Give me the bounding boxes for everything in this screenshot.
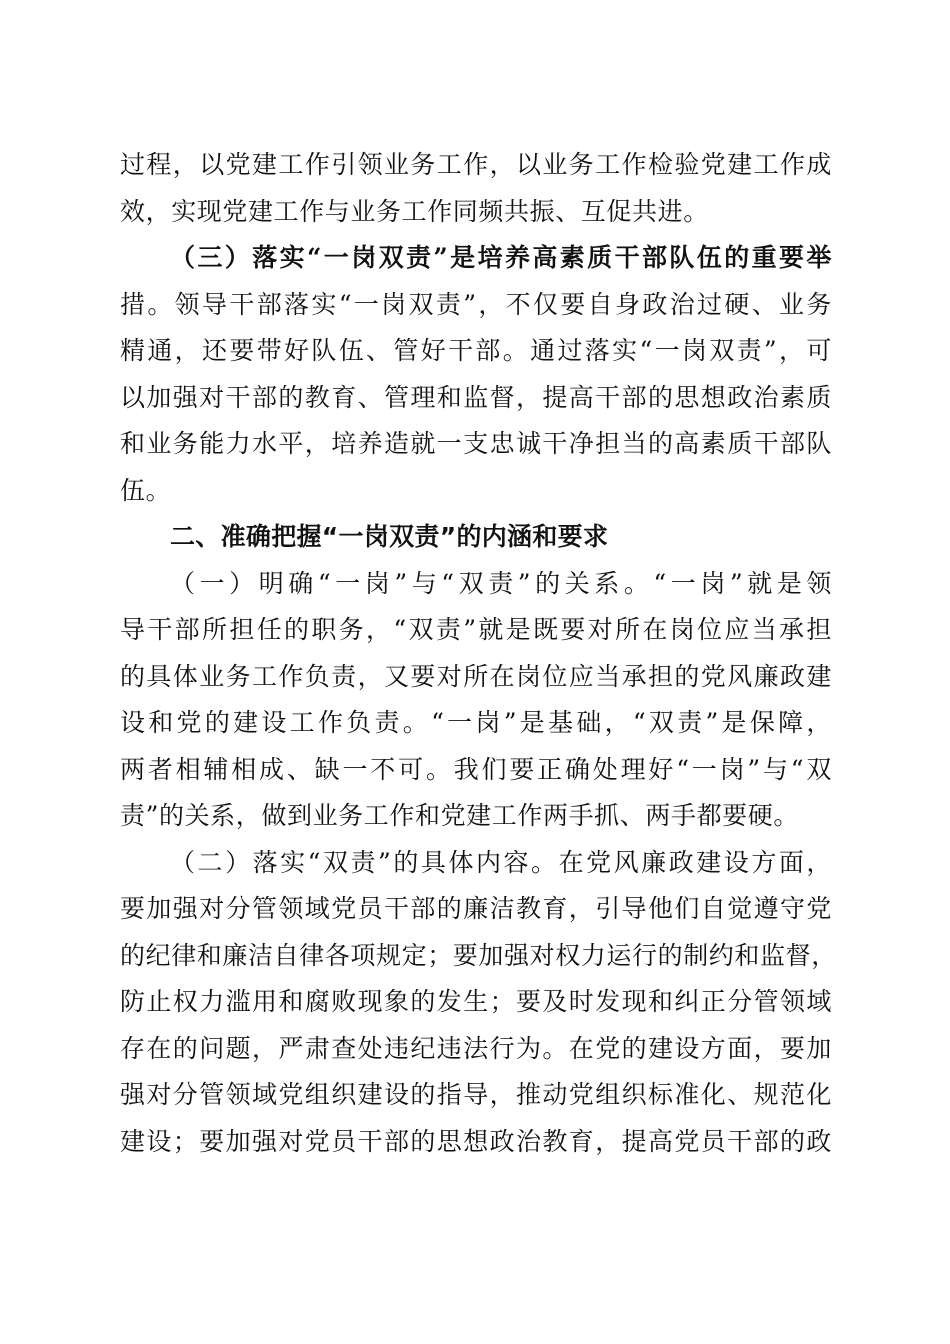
text-line: 效，实现党建工作与业务工作同频共振、互促共进。 bbox=[120, 196, 709, 226]
text-line: 伍。 bbox=[120, 475, 172, 505]
text-line: 设和党的建设工作负责。“一岗”是基础，“双责”是保障， bbox=[120, 708, 832, 737]
text-line: 建设；要加强对党员干部的思想政治教育，提高党员干部的政 bbox=[120, 1126, 832, 1156]
text-line: 强对分管领域党组织建设的指导，推动党组织标准化、规范化 bbox=[120, 1080, 832, 1109]
text-line: 过程，以党建工作引领业务工作，以业务工作检验党建工作成 bbox=[120, 150, 832, 179]
subheading-line: （一）明确“一岗”与“双责”的关系。“一岗”就是领 bbox=[170, 568, 832, 598]
text-line: 责”的关系，做到业务工作和党建工作两手抓、两手都要硬。 bbox=[120, 801, 799, 830]
text-line: 的具体业务工作负责，又要对所在岗位应当承担的党风廉政建 bbox=[120, 661, 832, 691]
section-heading: 二、准确把握“一岗双责”的内涵和要求 bbox=[170, 522, 609, 551]
document-body bbox=[120, 142, 837, 1165]
text-line: 导干部所担任的职务，“双责”就是既要对所在岗位应当承担 bbox=[120, 615, 832, 644]
text-line: 防止权力滥用和腐败现象的发生；要及时发现和纠正分管领域 bbox=[120, 987, 832, 1016]
text-line: 要加强对分管领域党员干部的廉洁教育，引导他们自觉遵守党 bbox=[120, 894, 832, 923]
subheading-line: （二）落实“双责”的具体内容。在党风廉政建设方面， bbox=[170, 847, 832, 877]
text-line: 的纪律和廉洁自律各项规定；要加强对权力运行的制约和监督， bbox=[120, 940, 837, 970]
text-line: 精通，还要带好队伍、管好干部。通过落实“一岗双责”，可 bbox=[120, 336, 832, 365]
text-line: 以加强对干部的教育、管理和监督，提高干部的思想政治素质 bbox=[120, 382, 832, 412]
text-line: 和业务能力水平，培养造就一支忠诚干净担当的高素质干部队 bbox=[120, 429, 832, 458]
text-line: 两者相辅相成、缺一不可。我们要正确处理好“一岗”与“双 bbox=[120, 754, 832, 784]
text-line: 存在的问题，严肃查处违纪违法行为。在党的建设方面，要加 bbox=[120, 1033, 832, 1063]
subheading-line: （三）落实“一岗双责”是培养高素质干部队伍的重要举 bbox=[170, 243, 832, 272]
text-line: 措。领导干部落实“一岗双责”，不仅要自身政治过硬、业务 bbox=[120, 289, 832, 319]
